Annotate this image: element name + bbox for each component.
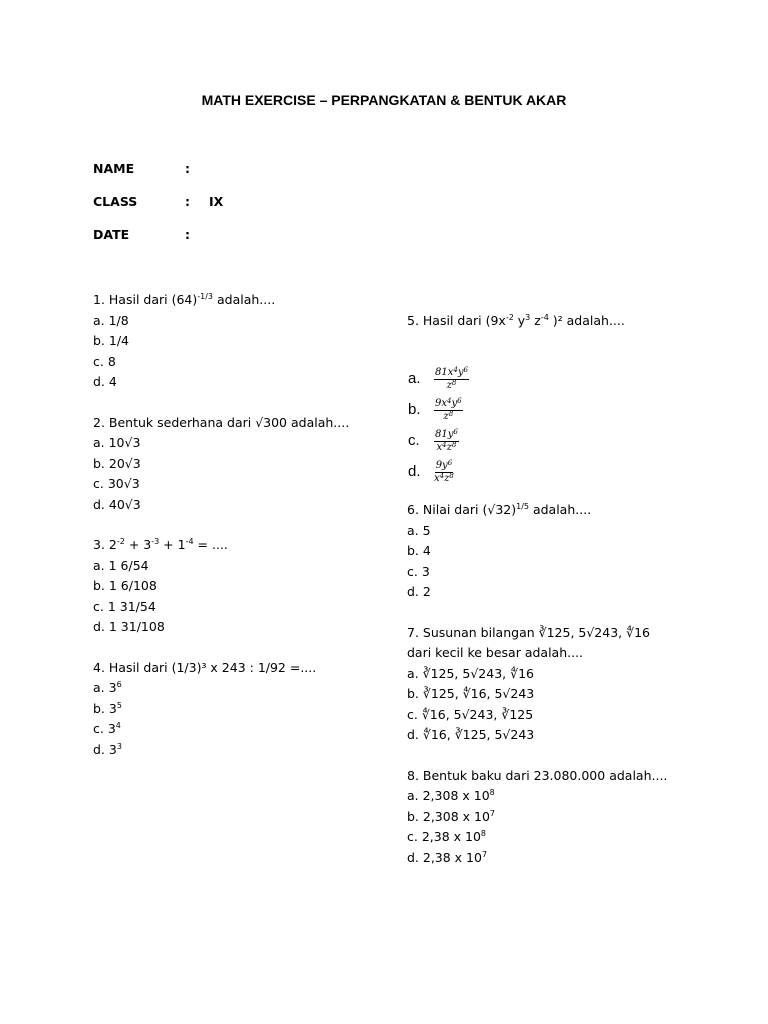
fraction: $\frac{81x^4y^6}{z^8}$ — [435, 366, 468, 391]
name-row: NAME : — [93, 159, 209, 180]
question-1-option-c: c. 8 — [93, 353, 116, 369]
question-2-option-c: c. 30√3 — [93, 476, 140, 491]
question-3 — [93, 535, 349, 638]
question-1-option-d: d. 4 — [93, 374, 117, 389]
fraction: $\frac{81y^6}{x^4z^8}$ — [435, 428, 458, 453]
question-7 — [407, 623, 667, 746]
question-1-option-b: b. 1/4 — [93, 333, 129, 348]
question-1 — [93, 290, 349, 393]
question-2-option-b: b. 20√3 — [93, 455, 141, 471]
question-6-option-d: d. 2 — [407, 584, 431, 599]
question-4-option-c: c. $3^4$ — [93, 721, 121, 736]
question-6-text: 6. Nilai dari $(√32)^{1/5}$ adalah.... — [407, 502, 592, 517]
left-column — [93, 290, 349, 760]
question-4-option-b: b. $3^5$ — [93, 700, 122, 716]
fraction: $\frac{9y^6}{x^4z^8}$ — [434, 459, 454, 484]
right-column-lower — [407, 500, 667, 868]
question-1-text: 1. Hasil dari $(64)^{-1/3}$ adalah.... — [93, 292, 276, 307]
question-8-option-c: c. 2,38 x $10^8$ — [407, 829, 486, 844]
question-6-option-b: b. 4 — [407, 543, 431, 558]
date-label: DATE — [93, 227, 130, 242]
question-8-option-a: a. 2,308 x $10^8$ — [407, 788, 495, 803]
question-2-text: 2. Bentuk sederhana dari √300 adalah.... — [93, 414, 350, 430]
question-5-option-d: d. $\frac{9y^6}{x^4z^8}$ — [408, 459, 454, 484]
question-4-option-a: a. $3^6$ — [93, 680, 122, 695]
question-2 — [93, 413, 349, 516]
question-3-option-d: d. 1 31/108 — [93, 619, 165, 634]
question-5-option-c: c. $\frac{81y^6}{x^4z^8}$ — [408, 428, 458, 453]
question-6-option-a: a. 5 — [407, 522, 431, 538]
question-3-option-c: c. 1 31/54 — [93, 598, 156, 614]
question-7-text-line-1: 7. Susunan bilangan ∛125, 5√243, ∜16 — [407, 624, 650, 640]
question-3-option-b: b. 1 6/108 — [93, 578, 157, 593]
question-7-option-a: a. ∛125, 5√243, ∜16 — [407, 665, 534, 681]
question-7-text-line-2: dari kecil ke besar adalah.... — [407, 645, 584, 660]
question-5 — [407, 311, 625, 332]
question-7-option-d: d. ∜16, ∛125, 5√243 — [407, 727, 535, 742]
question-3-text: 3. $2^{-2} + 3^{-3} + 1^{-4}$ = .... — [93, 537, 228, 552]
class-label: CLASS — [93, 194, 138, 209]
question-5-options — [408, 364, 469, 488]
question-3-option-a: a. 1 6/54 — [93, 557, 149, 573]
class-value: IX — [209, 194, 224, 209]
name-label: NAME — [93, 161, 135, 176]
question-2-option-a: a. 10√3 — [93, 435, 141, 450]
question-6 — [407, 500, 667, 603]
question-7-option-b: b. ∛125, ∜16, 5√243 — [407, 686, 535, 701]
question-4-text: 4. Hasil dari (1/3)³ x 243 : 1/92 =.... — [93, 659, 317, 675]
page-title: MATH EXERCISE – PERPANGKATAN & BENTUK AKAR — [201, 92, 567, 108]
question-1-option-a: a. 1/8 — [93, 312, 129, 328]
date-row: DATE : — [93, 225, 209, 246]
fraction: $\frac{9x^4y^6}{z^8}$ — [435, 397, 462, 422]
question-4-option-d: d. $3^3$ — [93, 741, 122, 757]
question-8 — [407, 766, 667, 869]
question-7-option-c: c. ∜16, 5√243, ∛125 — [407, 706, 534, 722]
question-6-option-c: c. 3 — [407, 563, 430, 579]
question-5-option-a: a. $\frac{81x^4y^6}{z^8}$ — [408, 366, 468, 391]
question-2-option-d: d. 40√3 — [93, 496, 141, 512]
question-8-text: 8. Bentuk baku dari 23.080.000 adalah.... — [407, 767, 668, 783]
question-8-option-d: d. 2,38 x $10^7$ — [407, 849, 488, 865]
question-4 — [93, 658, 349, 761]
question-5-text: 5. Hasil dari ($9x^{-2}$ $y^3$ $z^{-4}$ )² adalah.... — [407, 313, 625, 328]
question-5-option-b: b. $\frac{9x^4y^6}{z^8}$ — [408, 397, 462, 422]
class-row: CLASS : IX — [93, 192, 223, 213]
question-8-option-b: b. 2,308 x $10^7$ — [407, 808, 496, 824]
